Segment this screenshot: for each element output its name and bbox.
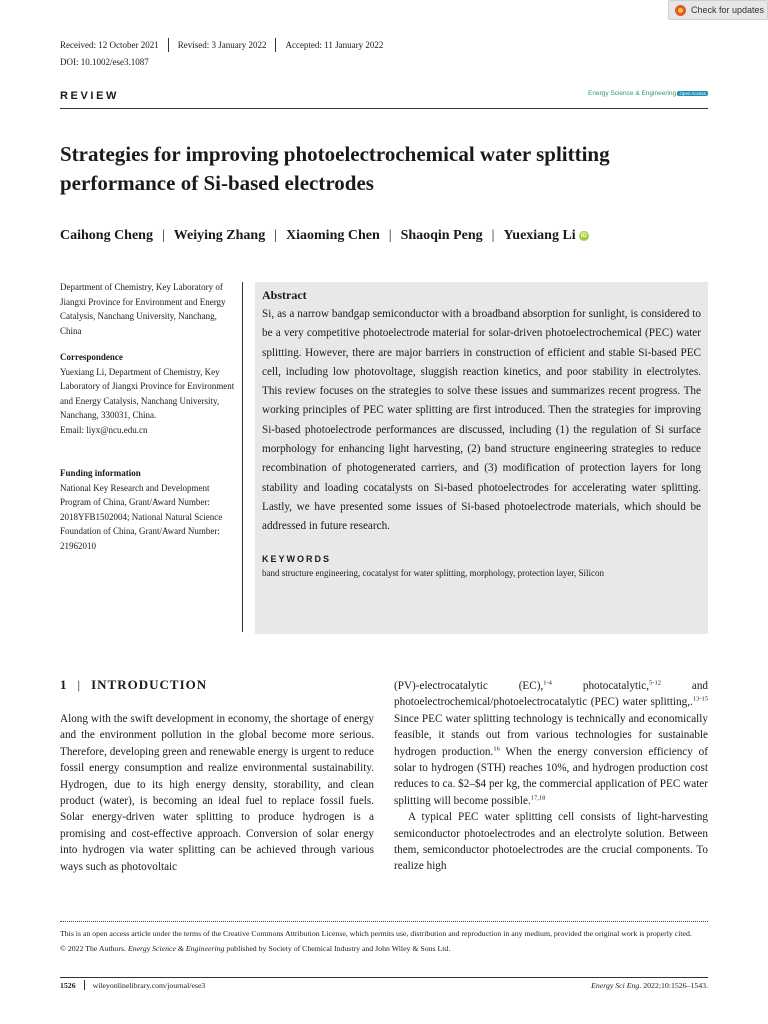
license-divider (60, 921, 708, 922)
section-title: INTRODUCTION (91, 677, 208, 692)
orcid-icon[interactable]: iD (580, 233, 587, 239)
open-access-badge: Open Access (679, 91, 706, 96)
body-column-right (394, 678, 708, 875)
copyright-line (60, 943, 708, 955)
citation[interactable]: 17,18 (530, 794, 546, 802)
affiliation: Department of Chemistry, Key Laboratory of Jiangxi Province for Environment and Energy Catalysis, Nanchang University, Nanchang, China (60, 282, 226, 336)
intro-paragraph: Along with the swift development in economy, the shortage of energy and the environment pollution in the global become more serious. Therefore, developing green and renewable energy is urgent to reduce fossil energy consumption and realize environmental sustainability. Hydrogen, due to its high energy density, storability, and clean product (water), is becoming an ideal fuel to replace fossil fuels. Solar energy-driven water splitting to produce hydrogen is a promising and cost-effective approach. Conversion of solar energy into hydrogen via water splitting can be achieved through various ways such as photovoltaic (60, 713, 374, 873)
journal-url[interactable]: wileyonlinelibrary.com/journal/ese3 (92, 980, 206, 990)
journal-logo-text: Energy Science & Engineering (588, 90, 677, 97)
correspondence-heading: Correspondence (60, 352, 123, 362)
check-for-updates-label: Check for updates (691, 5, 765, 15)
page-number: 1526 (60, 980, 76, 990)
author[interactable]: Caihong Cheng (60, 228, 153, 243)
intro-paragraph-2: A typical PEC water splitting cell consists of light-harvesting semiconductor photoelectrodes and an electrolyte solution. Between them, semiconductor photoelectrodes are the crucial components. To realize high (394, 811, 708, 873)
footer-separator (84, 980, 85, 990)
accepted-date: Accepted: 11 January 2022 (285, 40, 384, 50)
page-footer (60, 980, 708, 990)
copyright-publisher: published by Society of Chemical Industry and John Wiley & Sons Ltd. (224, 944, 451, 953)
journal-logo (588, 82, 708, 98)
citation[interactable]: 5-12 (649, 679, 661, 687)
doi[interactable]: DOI: 10.1002/ese3.1087 (60, 57, 149, 67)
funding-text: National Key Research and Development Program of China, Grant/Award Number: 2018YFB1502004; National Natural Science Foundation of China, Grant/Award Number: 21962010 (60, 482, 223, 551)
header-divider (60, 108, 708, 109)
crossmark-icon (675, 5, 686, 16)
abstract-heading: Abstract (262, 288, 307, 302)
article-title: Strategies for improving photoelectrochemical water splitting performance of Si-based electrodes (60, 142, 610, 195)
column-divider (242, 282, 243, 632)
citation-journal: Energy Sci Eng. (591, 980, 642, 990)
revised-date: Revised: 3 January 2022 (177, 40, 267, 50)
citation[interactable]: 13-15 (692, 695, 708, 703)
intro-paragraph-continued (394, 678, 708, 809)
author[interactable]: Weiying Zhang (173, 228, 266, 243)
author-separator: | (274, 228, 278, 243)
section-heading (60, 677, 207, 693)
abstract-text: Si, as a narrow bandgap semiconductor with a broadband absorption for sunlight, is considered to be a very competitive photoelectrode material for solar-driven photoelectrochemical (PEC) water splitting. However, there are major barriers in construction of efficient and stable Si-based PEC cell, including low photovoltage, sluggish reaction kinetics, and poor stability in electrolytes. This review focuses on the strategies to solve these issues and summarizes recent progress. The working principles of PEC water splitting are first introduced. Then the strategies for improving Si-based photoelectrode performances are discussed, including (1) the regulation of Si surface morphology for enhancing light harvesting, (2) band structure engineering strategies to reduce recombination of photogenerated carriers, and (3) modification of protection layers for long stability and loading cocatalysts on Si-based photoelectrodes for accelerating water splitting. Lastly, we have presented some issues of Si-based photoelectrode materials, which should be addressed in future research. (262, 308, 701, 533)
check-for-updates-button[interactable] (668, 0, 768, 20)
copyright-journal: Energy Science & Engineering (127, 944, 225, 953)
keywords-heading: KEYWORDS (262, 553, 332, 564)
correspondence-block (60, 350, 240, 437)
citation[interactable]: 16 (493, 744, 500, 752)
copyright-text: © 2022 The Authors. (60, 944, 128, 953)
author[interactable]: Yuexiang Li (503, 228, 576, 243)
citation-line (591, 981, 708, 990)
body-column-left (60, 711, 374, 875)
author-separator: | (161, 228, 165, 243)
author[interactable]: Shaoqin Peng (400, 228, 483, 243)
text-run: (PV)-electrocatalytic (EC), (394, 680, 544, 692)
license-text: This is an open access article under the terms of the Creative Commons Attribution License, which permits use, distribution and reproduction in any medium, provided the original work is properly cited. (60, 929, 692, 938)
article-dates (60, 38, 383, 52)
correspondence-text: Yuexiang Li, Department of Chemistry, Key Laboratory of Jiangxi Province for Environment and Energy Catalysis, Nanchang University, Nanchang, 330031, China. (60, 366, 235, 420)
section-number: 1 (60, 677, 68, 692)
author-list (60, 228, 589, 244)
keywords-text: band structure engineering, cocatalyst for water splitting, morphology, protection layer, Silicon (262, 567, 604, 578)
received-date: Received: 12 October 2021 (60, 40, 159, 50)
license-block (60, 928, 708, 955)
author-separator: | (491, 228, 495, 243)
section-label: REVIEW (60, 90, 119, 102)
funding-block (60, 466, 240, 553)
citation-details: 2022;10:1526–1543. (641, 980, 708, 990)
author[interactable]: Xiaoming Chen (286, 228, 380, 243)
date-separator (275, 38, 276, 52)
text-run: and photoelectrochemical/photoelectrocatalytic (PEC) water splitting,. (394, 680, 709, 709)
text-run: When the energy conversion efficiency of solar to hydrogen (STH) reaches 10%, and hydrogen production cost reduces to ca. $2–$4 per kg, the commercial application of PEC water splitting will become possible. (394, 745, 708, 807)
citation[interactable]: 1-4 (543, 679, 552, 687)
footer-divider (60, 977, 708, 978)
section-separator: | (77, 677, 82, 692)
author-separator: | (388, 228, 392, 243)
correspondence-email[interactable]: Email: liyx@ncu.edu.cn (60, 424, 148, 435)
text-run: Since PEC water splitting technology is technically and economically feasible, it stands out from various technologies for sustainable hydrogen production. (394, 712, 708, 758)
abstract-box (255, 282, 708, 634)
text-run: photocatalytic, (551, 680, 650, 692)
funding-heading: Funding information (60, 468, 141, 478)
date-separator (168, 38, 169, 52)
